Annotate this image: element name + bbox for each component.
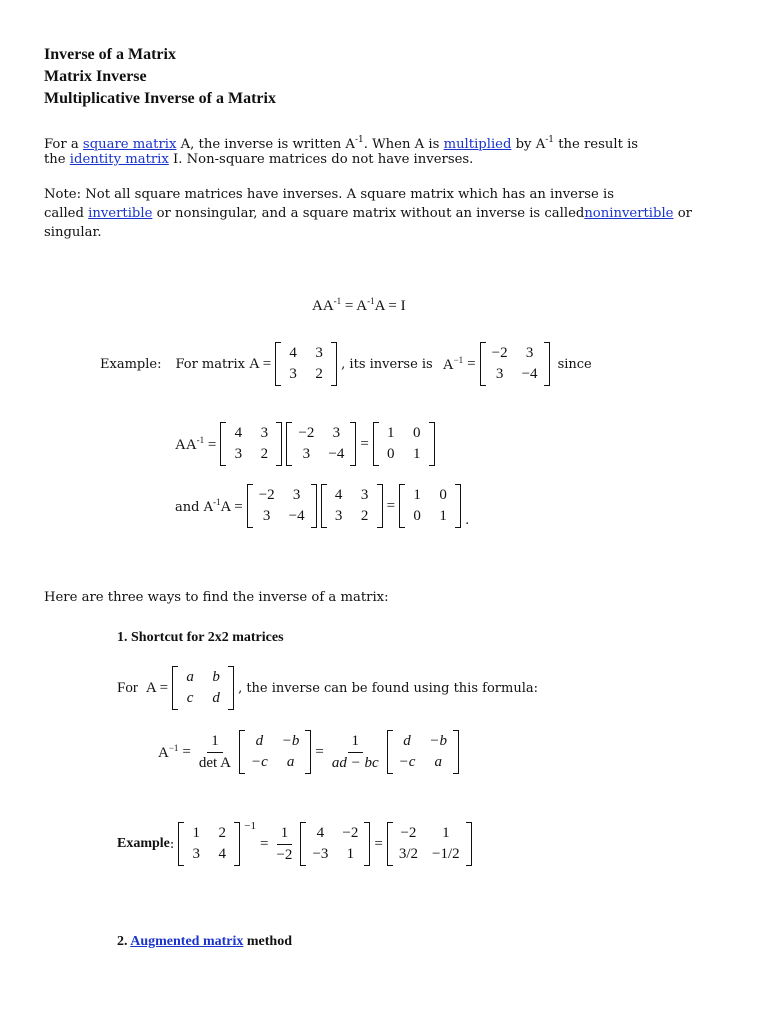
fraction [272,825,296,864]
matrix-cell: 1 [413,446,421,462]
matrix-cell: 0 [387,446,395,462]
matrix [220,422,282,466]
adjugate-matrix [300,822,370,866]
matrix-cell: −b [281,733,300,749]
example-label: Example: [100,356,162,372]
intro-text: . When A is [363,137,444,152]
section-1-title: 1. Shortcut for 2x2 matrices [117,630,284,645]
matrix-cell: 2 [218,825,227,841]
noninvertible-link[interactable]: noninvertible [584,206,674,221]
title-multiplicative-inverse: Multiplicative Inverse of a Matrix [44,90,276,107]
denominator: ad − bc [331,754,379,771]
example-text: A = [248,355,272,372]
product-AA-inverse [175,422,439,466]
matrix-cell: 3 [332,425,341,441]
eq-part: = [315,743,324,760]
matrix-cell: 3/2 [398,846,419,862]
intro-text: by A [511,137,546,152]
matrix [286,422,356,466]
note-line-1: Note: Not all square matrices have inverses. A square matrix which has an inverse is [44,187,615,202]
three-ways-text: Here are three ways to find the inverse of a matrix: [44,590,389,605]
matrix-cell: −b [429,733,448,749]
example-1 [100,342,596,386]
multiplied-link[interactable]: multiplied [443,137,512,152]
intro-text: I. Non-square matrices do not have inverses. [168,152,474,167]
eq-part: A = [220,498,243,515]
title-matrix-inverse: Matrix Inverse [44,68,147,85]
text: : [169,836,175,852]
intro-text: the result is [554,137,639,152]
note-text: or nonsingular, and a square matrix without an inverse is called [152,206,585,221]
text: , the inverse can be found using this formula: [238,680,538,696]
matrix-cell: 3 [292,487,301,503]
eq-part: = [182,743,191,760]
matrix-cell: −4 [328,446,345,462]
eq-part: AA [175,436,197,453]
matrix-cell: 3 [525,345,534,361]
result-matrix [387,822,472,866]
numerator: 1 [348,733,364,753]
augmented-matrix-link[interactable]: Augmented matrix [130,934,244,949]
numerator: 1 [207,733,223,753]
eq-part: = A [341,298,368,314]
eq-part: . [465,513,470,528]
matrix-cell: 0 [439,487,447,503]
intro-line-2 [44,150,473,169]
matrix-cell: 4 [234,425,243,441]
matrix-cell: 1 [192,825,201,841]
matrix-cell: −4 [288,508,305,524]
matrix-cell: d [255,733,264,749]
matrix-cell: 3 [334,508,343,524]
section-text: method [243,934,293,949]
superscript: -1 [354,135,364,145]
eq-part: = [386,497,396,514]
note-text: called [44,206,89,221]
superscript: -1 [333,296,342,306]
superscript: -1 [212,496,221,507]
matrix-cell: 2 [315,366,323,382]
identity-matrix [399,484,461,528]
superscript: -1 [545,135,555,145]
matrix-cell: d [403,733,411,749]
eq-part: and A [175,499,213,515]
superscript: -1 [196,434,205,445]
fraction [328,733,383,772]
identity-matrix [373,422,435,466]
matrix [321,484,383,528]
inverse-formula [158,730,463,774]
matrix-cell: 3 [192,846,201,862]
eq-part: = [260,835,269,852]
identity-equation [312,296,406,315]
square-matrix-link[interactable]: square matrix [82,137,177,152]
matrix-cell: −2 [298,425,315,441]
text: A = [145,679,169,696]
intro-text: the [44,152,70,167]
matrix-cell: 1 [387,425,395,441]
text: For [117,679,138,696]
matrix-cell: 4 [289,345,297,361]
invertible-link[interactable]: invertible [88,206,153,221]
eq-part: AA [312,298,334,314]
matrix-cell: −2 [491,345,508,361]
eq-part: A = I [374,298,406,314]
matrix-cell: 3 [234,446,243,462]
matrix-cell: a [186,669,194,685]
matrix-cell: −c [398,754,416,770]
matrix-cell: 3 [315,345,323,361]
eq-part: A [158,744,169,761]
matrix-cell: 1 [439,508,447,524]
matrix-cell: 2 [260,446,269,462]
example-text: A [442,356,454,373]
matrix-A [275,342,337,386]
note-line-2 [44,204,692,223]
example-label: Example [117,836,170,851]
matrix-cell: −c [250,754,268,770]
matrix-cell: −3 [312,846,329,862]
superscript: -1 [367,296,375,306]
matrix-cell: 3 [289,366,297,382]
matrix-cell: −1/2 [432,846,460,862]
example-text: since [557,356,592,372]
matrix-cell: −2 [342,825,359,841]
matrix-cell: 1 [346,846,355,862]
product-A-inverse-A [175,484,473,528]
numerator: 1 [277,825,293,845]
matrix-cell: 3 [302,446,311,462]
denominator: −2 [276,846,293,863]
denominator: det A [198,754,231,771]
adjugate-matrix [387,730,459,774]
matrix-cell: a [434,754,442,770]
matrix [178,822,240,866]
eq-part: = [374,835,383,852]
superscript: −1 [453,354,464,365]
matrix-cell: 1 [442,825,450,841]
matrix-cell: 0 [413,508,421,524]
example-2 [117,822,476,866]
eq-part: = [360,435,369,452]
intro-text: A, the inverse is written A [176,137,355,152]
superscript: −1 [244,820,256,832]
eq-part: = [207,436,217,453]
adjugate-matrix [239,730,311,774]
matrix-A-inverse [480,342,550,386]
note-line-3: singular. [44,225,102,240]
matrix-cell: 2 [360,508,369,524]
matrix-cell: −4 [521,366,538,382]
intro-text: For a [44,137,83,152]
identity-matrix-link[interactable]: identity matrix [69,152,169,167]
fraction [195,733,235,772]
section-1-for-A [117,666,542,710]
title-inverse-of-a-matrix: Inverse of a Matrix [44,46,176,63]
matrix-cell: 4 [316,825,325,841]
matrix-cell: b [212,669,220,685]
section-2-title [117,934,292,950]
matrix [247,484,317,528]
matrix-cell: 0 [413,425,421,441]
matrix-cell: 3 [360,487,369,503]
matrix-cell: −2 [258,487,275,503]
section-number: 2. [117,934,131,949]
matrix-cell: 3 [495,366,504,382]
example-text: , its inverse is [341,356,433,372]
note-text: or [673,206,692,221]
matrix-cell: 4 [218,846,227,862]
example-text: = [467,355,476,372]
superscript: −1 [168,742,179,753]
matrix-cell: −2 [400,825,417,841]
matrix-cell: 3 [260,425,269,441]
matrix-cell: c [186,690,194,706]
matrix-cell: d [212,690,220,706]
matrix-cell: 3 [262,508,271,524]
matrix-cell: a [286,754,295,770]
example-text: For matrix [175,356,245,372]
matrix-cell: 1 [413,487,421,503]
matrix-abcd [172,666,234,710]
matrix-cell: 4 [334,487,343,503]
